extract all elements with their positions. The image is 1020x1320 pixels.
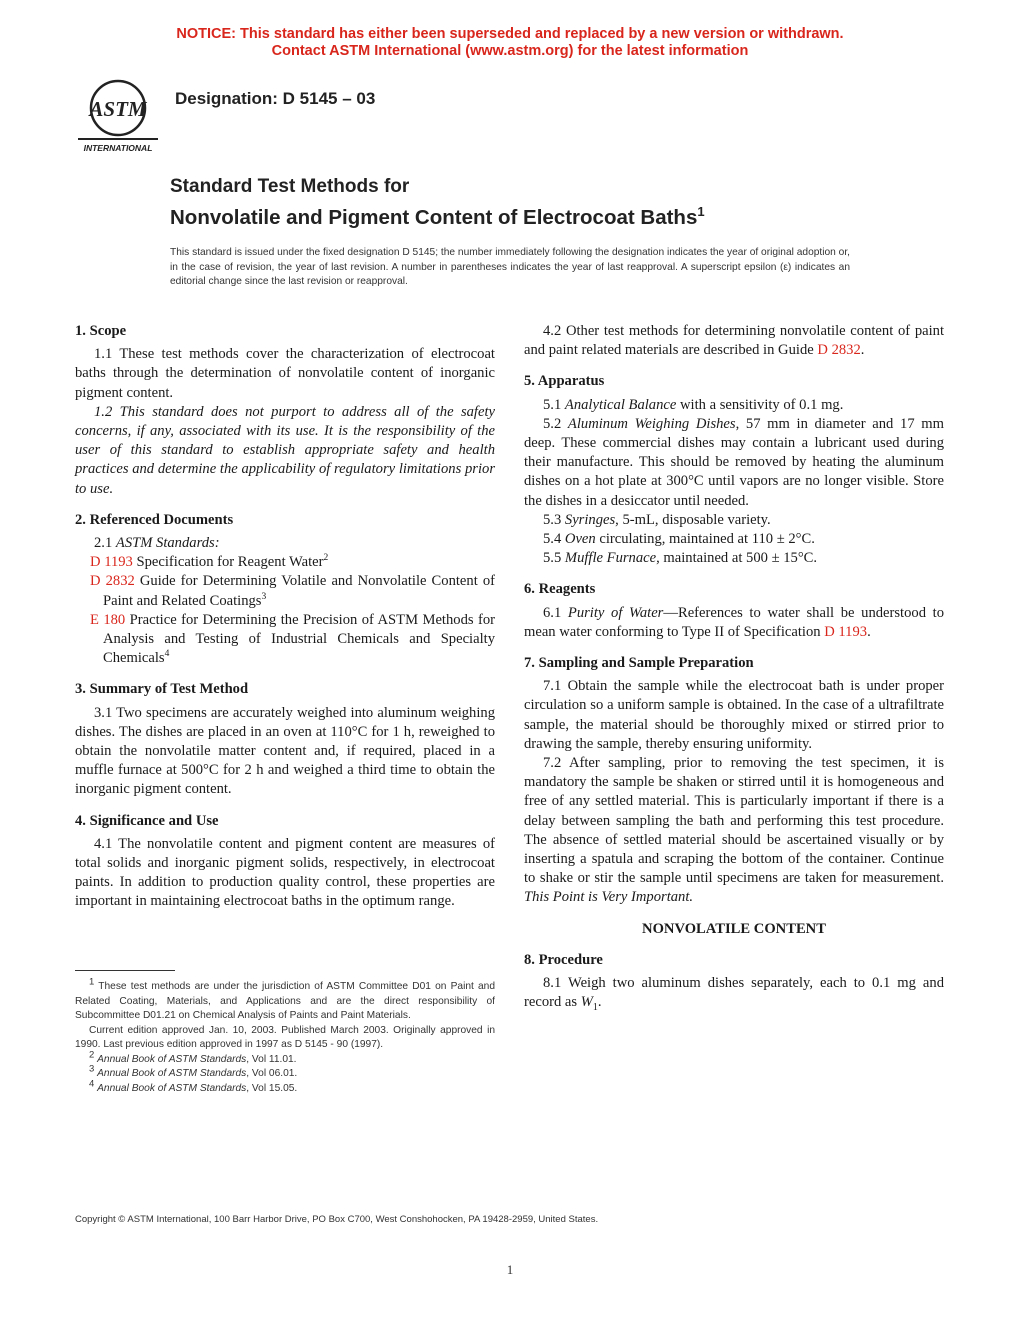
section-procedure	[524, 951, 944, 1018]
reference-link[interactable]: D 2832	[817, 342, 861, 359]
footnote-mark[interactable]: 4	[164, 649, 170, 660]
reference-link[interactable]: E 180	[90, 611, 126, 628]
paragraph: 7.2 After sampling, prior to removing the test specimen, it is mandatory the sample be shaken or stirred until it is homogeneous and free of any settled material. This is particularly important if there is a delay between sampling the bath and performing this test procedure. The absence of settled material should be ascertained visually or by inserting a spatula and scraping the bottom of the container. Continue to shake or stir the sample until specimens are taken for measurement. This Point is Very Important.	[524, 755, 944, 906]
section-heading: 5. Apparatus	[524, 373, 605, 390]
footnote-4: $^4$ Annual Book of ASTM Standards, Vol 15.05.	[89, 1078, 298, 1094]
paragraph: 1.2 This standard does not purport to address all of the safety concerns, if any, associated with its use. It is the responsibility of the user of this standard to establish appropriate safety and health practices and determine the applicability of regulatory limitations prior to use.	[75, 403, 495, 497]
title-line-2: Nonvolatile and Pigment Content of Electrocoat Baths	[170, 205, 698, 229]
section-heading: 6. Reagents	[524, 581, 596, 598]
left-column	[75, 322, 495, 924]
designation: Designation: D 5145 – 03	[175, 89, 376, 108]
section-scope	[75, 322, 495, 499]
paragraph: 6.1 Purity of Water—References to water shall be understood to mean water conforming to Type II of Specification D 1193.	[524, 604, 944, 640]
footnotes	[75, 976, 495, 1096]
notice-line-2: Contact ASTM International (www.astm.org) for the latest information	[271, 43, 749, 59]
paragraph: 4.2 Other test methods for determining nonvolatile content of paint and paint related materials are described in Guide D 2832.	[524, 323, 944, 359]
nonvolatile-content-heading: NONVOLATILE CONTENT	[642, 920, 826, 937]
section-heading: 7. Sampling and Sample Preparation	[524, 655, 754, 672]
footnote-mark[interactable]: 3	[261, 591, 267, 602]
paragraph: 2.1 ASTM Standards:	[94, 535, 220, 552]
document-title	[170, 175, 705, 231]
section-significance-continued	[524, 322, 944, 360]
paragraph: 3.1 Two specimens are accurately weighed into aluminum weighing dishes. The dishes are placed in an oven at 110°C for 1 h, reweighed to obtain the nonvolatile matter content and, if required, placed in a muffle furnace at 500°C for 2 h and weighed a third time to obtain the inorganic pigment content.	[75, 704, 495, 798]
section-heading: 2. Referenced Documents	[75, 511, 234, 528]
section-referenced-documents	[75, 511, 495, 669]
section-summary	[75, 680, 495, 799]
list-item: 5.4 Oven circulating, maintained at 110 ± 2°C.	[543, 531, 815, 548]
reference-link[interactable]: D 1193	[90, 554, 133, 571]
section-heading: 4. Significance and Use	[75, 812, 219, 829]
title-footnote-mark[interactable]: 1	[697, 204, 705, 219]
logo-international-text: INTERNATIONAL	[83, 143, 153, 153]
section-significance	[75, 812, 495, 912]
logo-mark-text: ASTM	[89, 97, 147, 121]
reference-link[interactable]: D 2832	[90, 573, 135, 590]
section-reagents	[524, 580, 944, 642]
issue-note: This standard is issued under the fixed designation D 5145; the number immediately following the designation indicates the year of original adoption or, in the case of revision, the year of last revision. A number in parentheses indicates the year of last reapproval. A superscript epsilon (ε) indicates an editorial change since the last revision or reapproval.	[170, 247, 850, 287]
notice-line-1: NOTICE: This standard has either been superseded and replaced by a new version or withdrawn.	[176, 26, 844, 42]
paragraph: 4.1 The nonvolatile content and pigment content are measures of total solids and inorganic pigment solids, respectively, in electrocoat paints. In addition to production quality control, these properties are important in maintaining electrocoat baths in the optimum range.	[75, 835, 495, 910]
reference-link[interactable]: D 1193	[824, 623, 868, 640]
title-line-1: Standard Test Methods for	[170, 176, 410, 197]
section-sampling	[524, 654, 944, 908]
section-apparatus	[524, 372, 944, 568]
reference-item: D 1193 Specification for Reagent Water$^2$	[90, 553, 329, 571]
footnote-1: $^1$ These test methods are under the jurisdiction of ASTM Committee D01 on Paint and Related Coating, Materials, and Applications and are the direct responsibility of Subcommittee D01.21 on Chemical Analysis of Paints and Paint Materials.	[75, 976, 495, 1021]
reference-item: D 2832 Guide for Determining Volatile and Nonvolatile Content of Paint and Related Coatings$^3$	[90, 573, 495, 609]
right-column	[524, 322, 944, 1029]
page-number: 1	[506, 1262, 514, 1277]
footnote-3: $^3$ Annual Book of ASTM Standards, Vol 06.01.	[89, 1063, 298, 1079]
astm-logo	[72, 78, 164, 156]
paragraph: 8.1 Weigh two aluminum dishes separately, each to 0.1 mg and record as $W_1$.	[524, 975, 944, 1014]
copyright: Copyright © ASTM International, 100 Barr Harbor Drive, PO Box C700, West Conshohocken, PA 19428-2959, United States.	[75, 1214, 599, 1225]
paragraph: 1.1 These test methods cover the characterization of electrocoat baths through the determination of nonvolatile content of inorganic pigment content.	[75, 346, 495, 401]
supersede-notice	[0, 26, 1020, 60]
paragraph: 7.1 Obtain the sample while the electrocoat bath is under proper circulation so a uniform sample is obtained. In the case of a ultrafiltrate sample, the material should be thoroughly mixed or stirred prior to drawing the sample, thereby ensuring uniformity.	[524, 678, 944, 752]
footnote-rule	[75, 970, 175, 971]
reference-item: E 180 Practice for Determining the Precision of ASTM Methods for Analysis and Testing of Industrial Chemicals and Specialty Chemicals$^4$	[90, 611, 495, 667]
footnote-1-continued: Current edition approved Jan. 10, 2003. Published March 2003. Originally approved in 1990. Last previous edition approved in 1997 as D 5145 - 90 (1997).	[75, 1024, 495, 1050]
list-item: 5.5 Muffle Furnace, maintained at 500 ± 15°C.	[543, 550, 818, 567]
section-heading: 8. Procedure	[524, 951, 603, 968]
section-heading: 1. Scope	[75, 323, 127, 339]
section-heading: 3. Summary of Test Method	[75, 681, 249, 698]
list-item: 5.1 Analytical Balance with a sensitivity of 0.1 mg.	[543, 396, 844, 413]
footnote-2: $^2$ Annual Book of ASTM Standards, Vol 11.01.	[89, 1049, 297, 1065]
footnote-mark[interactable]: 2	[323, 553, 329, 564]
list-item: 5.3 Syringes, 5-mL, disposable variety.	[543, 511, 771, 528]
list-item: 5.2 Aluminum Weighing Dishes, 57 mm in diameter and 17 mm deep. These commercial dishes may contain a lubricant used during their manufacture. This should be removed by heating the aluminum dishes on a hot plate at 300°C until vapors are no longer visible. Store the dishes in a desiccator until needed.	[524, 415, 944, 509]
